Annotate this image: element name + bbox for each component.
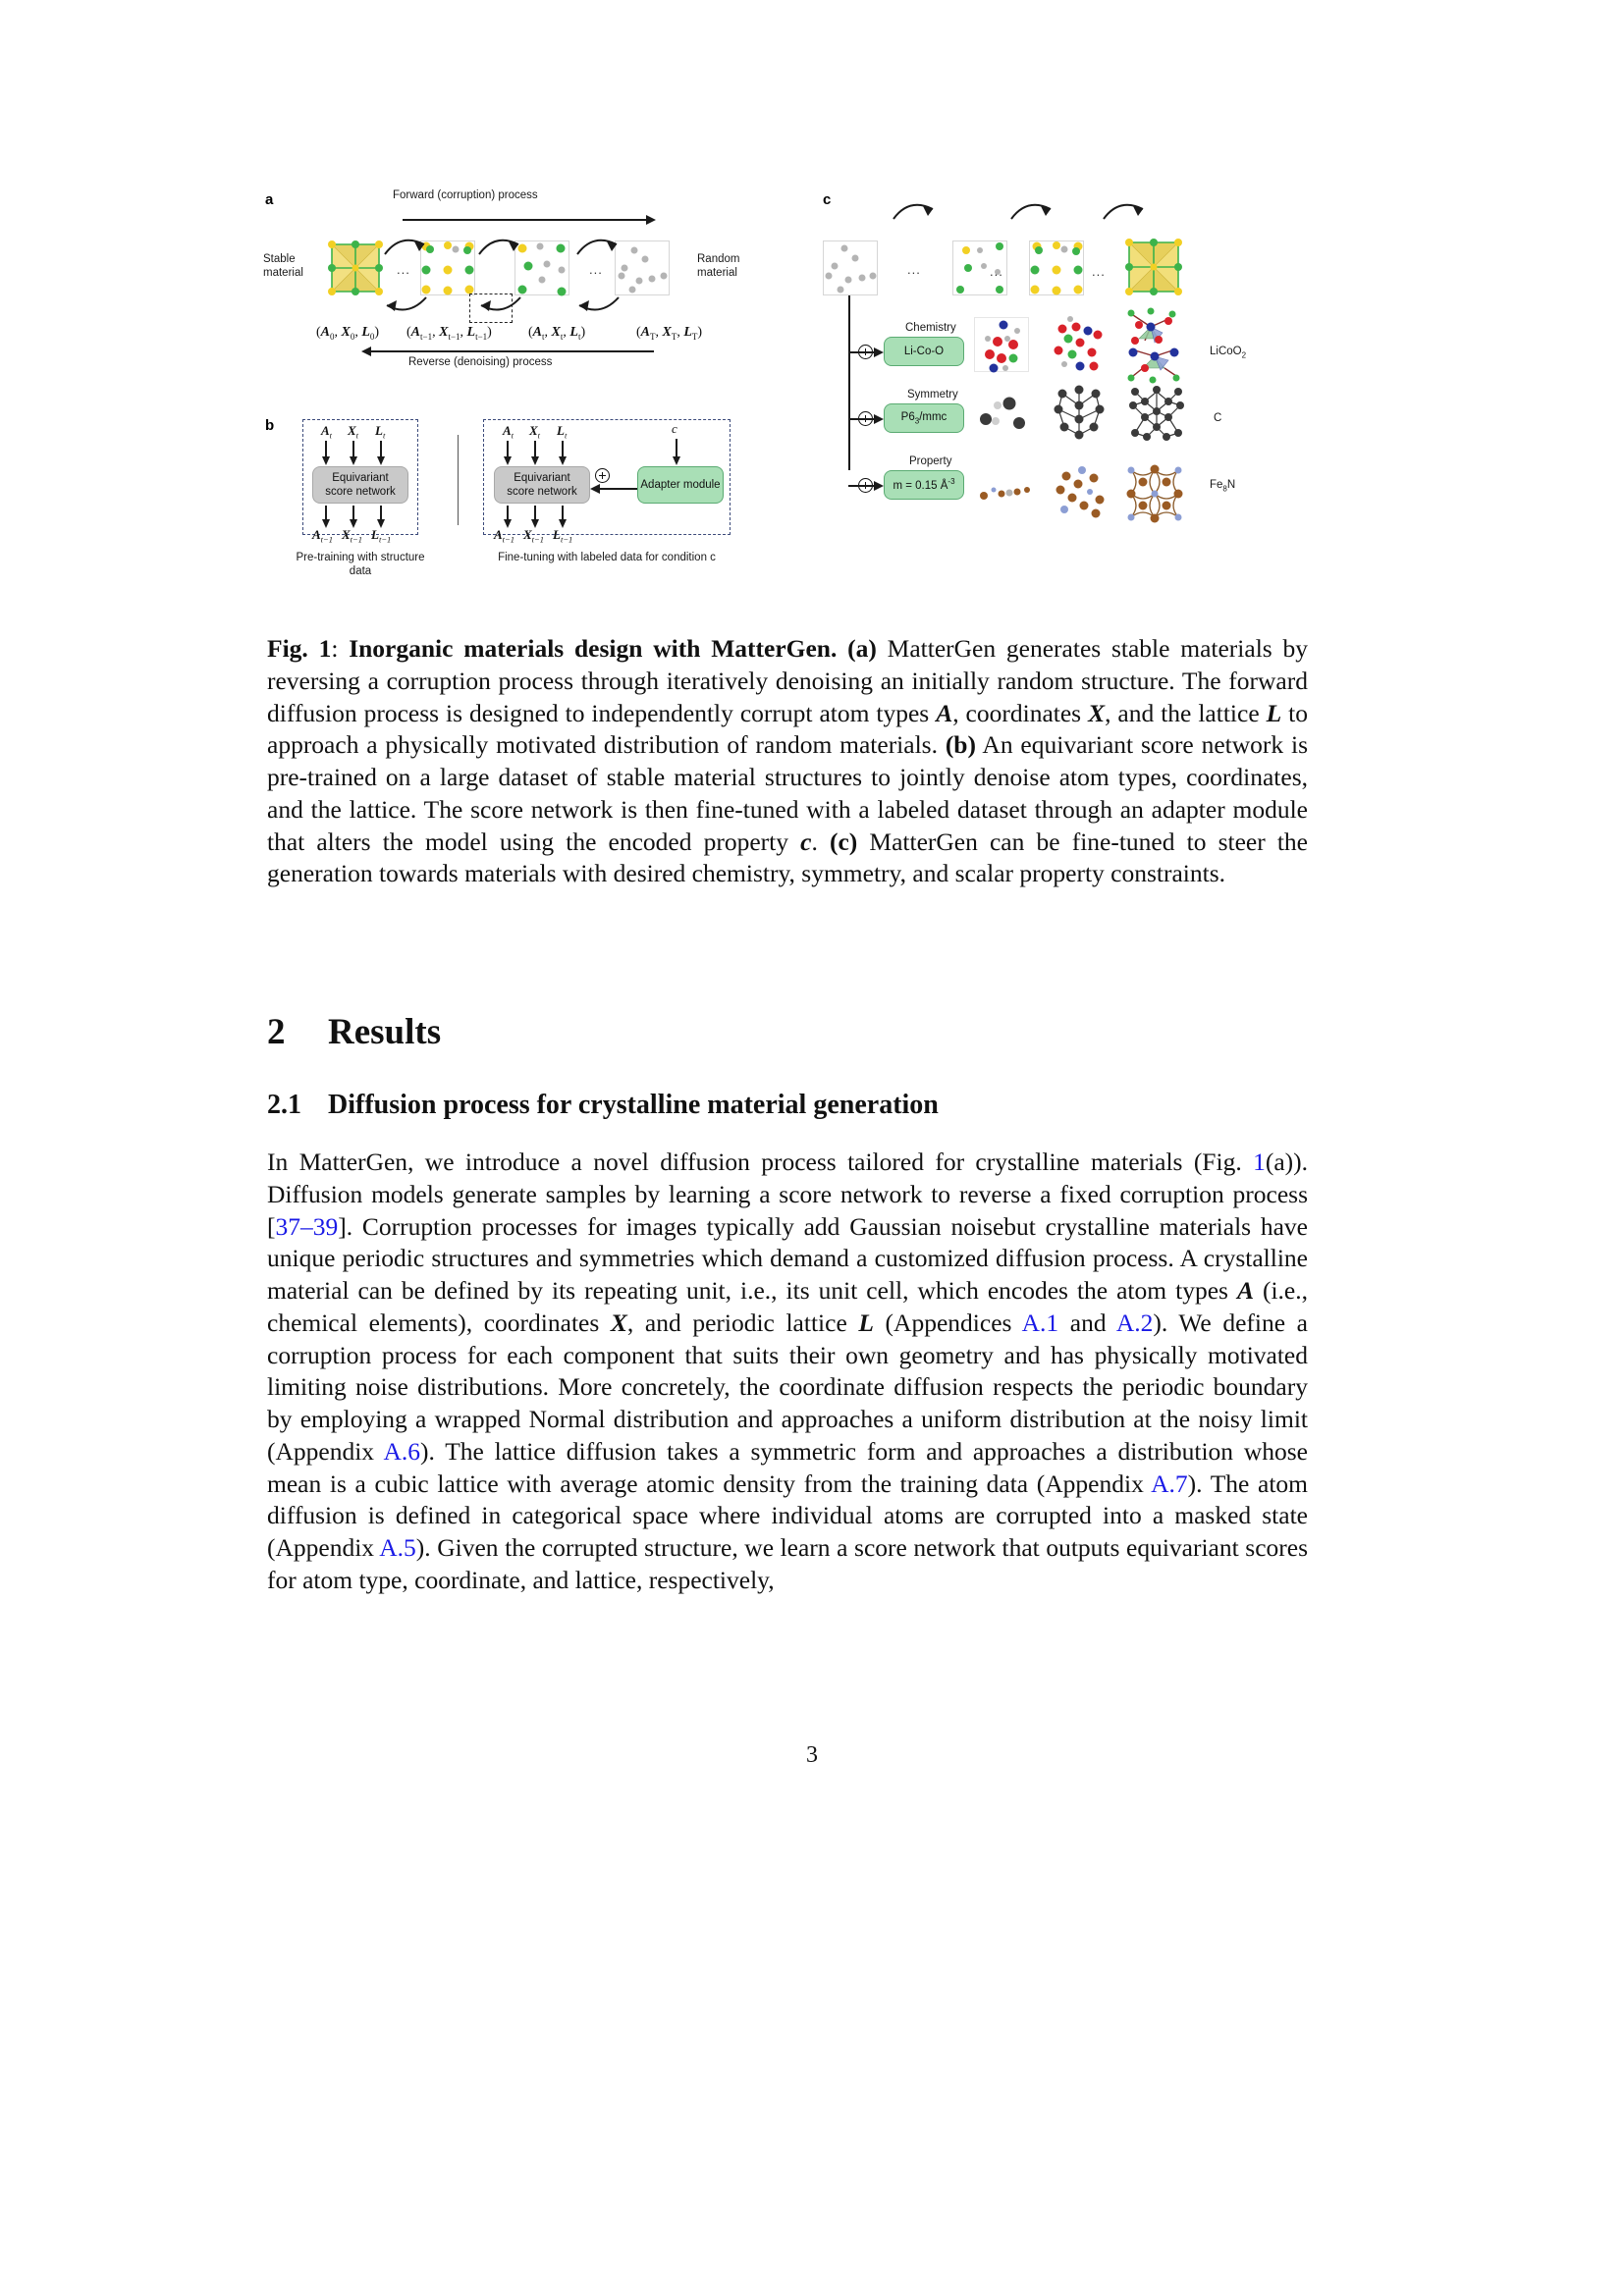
condition-box-chemistry[interactable]: Li-Co-O [884,337,964,366]
adapter-connector-head [590,484,600,494]
atom [1163,433,1170,441]
atom [1056,486,1065,495]
atom [1078,466,1086,474]
atom [1053,287,1061,295]
crystal-property-1 [976,474,1035,507]
atom [1031,266,1040,275]
figure-caption: Fig. 1: Inorganic materials design with MatterGen. (a) MatterGen generates stable materials by reversing a corruption process through iteratively denoising an initially random structure. The forward diffusion process is designed to independently corrupt atom types A, coordinates X, and the lattice L to approach a physically motivated distribution of random materials. (b) An equivariant score network is pre-trained on a large dataset of stable material structures to jointly denoise atom types, coordinates, and the lattice. The score network is then fine-tuned with a labeled dataset through an adapter module that alters the model using the encoded property c. (c) MatterGen can be fine-tuned to steer the generation towards materials with desired chemistry, symmetry, and scalar property constraints. [267,634,1308,888]
atom [1164,398,1172,405]
atom [1080,502,1089,510]
atom [444,287,453,295]
score-network-pretrain: Equivariant score network [312,466,408,504]
atom [845,277,852,284]
atom [1075,415,1084,424]
input-arrowhead-L-right [559,456,567,465]
atom [1151,465,1160,474]
atom [1084,327,1093,336]
atom [1076,339,1085,347]
crystal-symmetry-2 [1051,384,1108,445]
atom [838,287,844,294]
adapter-connector-line [599,488,638,490]
atom [1141,413,1149,421]
atom [1151,352,1160,361]
atom [375,240,383,248]
reverse-arrow-head [361,347,371,356]
crystal-c-final [1125,239,1182,295]
atom [992,417,1000,425]
atom [1131,388,1139,396]
atom [1147,323,1156,332]
atom [1014,328,1020,334]
atom [649,276,656,283]
atom [990,364,999,373]
atom [352,265,359,272]
atom [352,240,359,248]
panel-b-divider [458,435,459,525]
crystal-symmetry-1 [976,392,1031,439]
appendix-link-a6[interactable]: A.6 [383,1436,420,1466]
atom [375,288,383,295]
atom [1170,348,1179,357]
page-number: 3 [806,1742,818,1768]
chemistry-connector-line [848,351,874,353]
output-A-left: $A_{t-1}$ [312,527,334,545]
atom [1153,423,1161,431]
atom [993,337,1002,347]
input-X-t-left: $X_t$ [348,423,359,441]
input-arrow-c [676,439,677,458]
atom [1053,266,1061,275]
forward-curve-arrow-1 [383,233,434,258]
atom [1150,288,1158,295]
panel-b-letter: b [265,417,275,434]
atom [1068,350,1077,359]
atom [980,492,988,500]
atom [994,401,1001,409]
state-label-0: ($A_0$, $X_0$, $L_0$) [316,325,380,342]
atom [1074,480,1083,489]
atom [985,336,991,342]
crystal-c-random [823,240,878,295]
symmetry-connector-line [848,418,874,420]
state-label-t-minus-1: ($A_{t-1}$, $X_{t-1}$, $L_{t-1}$) [406,325,492,342]
condition-title-chemistry: Chemistry [905,322,956,334]
atom [1139,478,1148,487]
atom [1075,401,1084,410]
atom [1075,431,1084,440]
crystal-chemistry-1 [974,317,1029,372]
input-arrowhead-X-left [350,456,357,465]
output-L-right: $L_{t-1}$ [553,527,573,545]
appendix-link-a1[interactable]: A.1 [1021,1308,1059,1337]
atom [997,353,1006,363]
output-X-right: $X_{t-1}$ [523,527,545,545]
atom [1000,321,1008,330]
atom [1067,316,1073,322]
atom [622,265,628,272]
forward-arrow-line [403,219,648,221]
atom [1128,467,1135,474]
atom [1151,514,1160,523]
input-arrowhead-A-right [504,456,512,465]
figure-1 [265,191,1350,609]
atom [1164,317,1172,325]
atom [1087,489,1093,495]
atom [1075,386,1084,395]
output-X-left: $X_{t-1}$ [342,527,363,545]
atom [444,266,453,275]
atom [1129,348,1138,357]
result-label-property: $Fe_8N$ [1210,479,1236,494]
atom [832,263,839,270]
crystal-property-2 [1053,464,1108,519]
property-connector-head [874,481,884,491]
atom [1143,433,1151,441]
forward-process-label: Forward (corruption) process [393,189,538,201]
atom [636,278,643,285]
random-material-label: Random material [697,253,740,280]
atom [1092,509,1101,518]
crystal-symmetry-final [1123,384,1190,445]
atom [1174,429,1182,437]
citation-link-37-39[interactable]: 37–39 [275,1211,339,1241]
atom [1088,348,1097,357]
atom [1076,362,1085,371]
panel-a-letter: a [265,191,274,208]
atom [1174,490,1183,499]
atom [557,244,566,253]
section-heading: 2 Results [267,1012,442,1052]
atom [1068,494,1077,503]
atom [1176,401,1184,409]
output-A-right: $A_{t-1}$ [494,527,515,545]
input-arrowhead-A-left [322,456,330,465]
atom [328,288,336,295]
input-X-t-right: $X_t$ [529,423,541,441]
atom [1153,386,1161,394]
atom [1053,241,1060,249]
input-condition-c: c [672,421,677,436]
atom [1141,364,1149,372]
plus-icon-adapter [595,468,610,483]
forward-curve-arrow-2 [477,233,528,258]
condition-box-property[interactable]: m = 0.15 $Å^{-3}$ [884,470,964,500]
finetuning-caption: Fine-tuning with labeled data for condition c [498,552,716,563]
atom [1031,286,1040,294]
atom [642,256,649,263]
atom [1175,467,1182,474]
atom [661,273,668,280]
result-label-symmetry: C [1214,412,1222,424]
result-label-chemistry: LiCoO$_2$ [1210,346,1247,360]
atom [1060,506,1068,513]
state-label-t: ($A_t$, $X_t$, $L_t$) [528,325,586,342]
state-label-T: ($A_T$, $X_T$, $L_T$) [636,325,703,342]
atom [1061,361,1067,367]
reverse-curve-arrow-1 [383,294,434,319]
atom [1003,398,1016,410]
atom [980,413,992,425]
atom [852,255,859,262]
atom [1062,472,1071,481]
atom [328,264,336,272]
atom [539,277,546,284]
atom [1092,390,1101,399]
atom [1058,390,1067,399]
atom [1055,347,1063,355]
atom [1060,423,1069,432]
atom [375,264,383,272]
atom [1074,266,1083,275]
atom [962,246,970,254]
body-paragraph: In MatterGen, we introduce a novel diffusion process tailored for crystalline materials (Fig. 1(a)). Diffusion models generate samples by learning a score network to reverse a fixed corruption process [37–39]. Corruption processes for images typically add Gaussian noisebut crystalline materials have unique periodic structures and symmetries which demand a customized diffusion process. A crystalline material can be defined by its repeating unit, i.e., its unit cell, which encodes the atom types A (i.e., chemical elements), coordinates X, and periodic lattice L (Appendices A.1 and A.2). We define a corruption process for each component that suits their own geometry and has physically motivated limiting noise distributions. More concretely, the coordinate diffusion respects the periodic boundary by employing a wrapped Normal distribution and approaches a uniform distribution at the noisy limit (Appendix A.6). The lattice diffusion takes a symmetric form and approaches a distribution whose mean is a cubic lattice with average atomic density from the training data (Appendix A.7). The atom diffusion is defined in categorical space where individual atoms are corrupted into a masked state (Appendix A.5). Given the corrupted structure, we learn a score network that outputs equivariant scores for atom type, coordinate, and lattice, respectively, [267,1148,1308,1594]
atom [992,488,997,493]
crystal-property-final [1125,464,1184,523]
atom [1024,487,1030,493]
highlight-dashed-box [469,294,513,323]
atom [1090,474,1099,483]
property-connector-line [848,485,874,487]
atom [559,267,566,274]
atom [1129,401,1137,409]
atom [1131,337,1139,345]
atom [1175,514,1182,521]
panel-c-letter: c [823,191,832,208]
atom [996,242,1003,250]
forward-arrow-head [646,215,656,225]
panel-c-curve-arrow-3 [1102,197,1153,223]
figure-link[interactable]: 1 [1253,1148,1266,1176]
reverse-arrow-line [371,350,654,352]
atom [444,241,452,249]
score-network-finetune: Equivariant score network [494,466,590,504]
atom [1139,502,1148,510]
atom [996,286,1003,294]
atom [1125,263,1133,271]
atom [1150,239,1158,246]
reverse-curve-arrow-3 [575,294,626,319]
atom [1055,405,1063,414]
atom [1125,239,1133,246]
atom [1141,398,1149,405]
atom [631,247,638,254]
appendix-link-a5[interactable]: A.5 [379,1533,416,1563]
atom [1014,489,1021,496]
atom [1035,246,1043,254]
panel-c-curve-arrow-1 [892,197,943,223]
atom [619,273,625,280]
atom [1090,423,1099,432]
atom [1135,321,1143,329]
condition-title-property: Property [909,455,952,467]
atom [999,491,1005,498]
atom [841,245,848,252]
atom [422,266,431,275]
atom [1128,514,1135,521]
crystal-chemistry-2 [1051,313,1106,376]
atom [1153,407,1161,415]
crystal-c-mid-2 [1029,240,1084,295]
atom [1004,336,1010,342]
atom [1128,375,1135,382]
atom [1128,310,1135,317]
panel-c-ellipsis-1: ... [907,262,921,277]
atom [964,264,972,272]
input-arrowhead-X-right [531,456,539,465]
atom [1094,331,1103,340]
atom [1064,335,1073,344]
input-A-t-left: $A_t$ [321,423,333,441]
atom [1164,413,1172,421]
atom [1163,502,1171,510]
atom [1096,496,1105,505]
atom [328,240,336,248]
atom [1125,288,1133,295]
atom [977,247,983,253]
input-L-t-left: $L_t$ [375,423,386,441]
atom [544,261,551,268]
input-arrowhead-L-left [377,456,385,465]
atom [1150,377,1157,384]
input-arrowhead-c [673,456,680,465]
crystal-stable [328,240,383,295]
atom [1072,247,1080,255]
atom [859,275,866,282]
input-A-t-right: $A_t$ [503,423,514,441]
atom [1174,388,1182,396]
symmetry-connector-head [874,414,884,424]
chemistry-connector-head [874,347,884,357]
atom [1061,246,1068,253]
atom [1008,340,1018,349]
atom [1072,323,1081,332]
atom [1152,491,1159,498]
panel-c-trunk-line [848,295,850,470]
atom [985,349,995,359]
crystal-chemistry-final [1125,307,1184,382]
atom [1155,336,1163,344]
forward-curve-arrow-3 [575,233,626,258]
panel-c-ellipsis-2: ... [990,264,1003,279]
atom [1173,375,1180,382]
atom [1058,325,1067,334]
output-L-left: $L_{t-1}$ [371,527,392,545]
atom [453,246,460,253]
atom [1074,286,1083,294]
atom [1148,308,1155,315]
ellipsis-right: ... [589,262,603,277]
atom [558,288,567,296]
atom [465,266,474,275]
appendix-link-a2[interactable]: A.2 [1115,1308,1154,1337]
atom [1151,264,1158,271]
reverse-process-label: Reverse (denoising) process [408,356,553,368]
atom [1096,405,1105,414]
atom [1174,263,1182,271]
atom [352,288,359,295]
adapter-module[interactable]: Adapter module [637,466,724,504]
atom [1174,288,1182,295]
condition-box-symmetry[interactable]: $P6_3$/mmc [884,403,964,433]
atom [870,273,877,280]
subsection-heading: 2.1 Diffusion process for crystalline material generation [267,1090,939,1120]
atom [956,286,964,294]
appendix-link-a7[interactable]: A.7 [1151,1468,1188,1498]
panel-c-curve-arrow-2 [1009,197,1060,223]
atom [1127,490,1136,499]
atom [826,273,833,280]
atom [1006,490,1013,497]
atom [1013,417,1025,429]
atom [1131,429,1139,437]
atom [1009,354,1018,363]
ellipsis-left: ... [397,262,410,277]
atom [524,262,533,271]
atom [981,263,987,269]
atom [1090,362,1099,371]
condition-title-symmetry: Symmetry [907,389,958,400]
atom [1002,365,1008,371]
input-L-t-right: $L_t$ [557,423,568,441]
atom [463,246,471,254]
panel-c-ellipsis-3: ... [1092,264,1106,279]
stable-material-label: Stable material [263,253,303,280]
atom [537,243,544,250]
pretraining-caption: Pre-training with structure data [296,552,425,578]
atom [1174,239,1182,246]
atom [1163,478,1171,487]
atom [629,287,636,294]
